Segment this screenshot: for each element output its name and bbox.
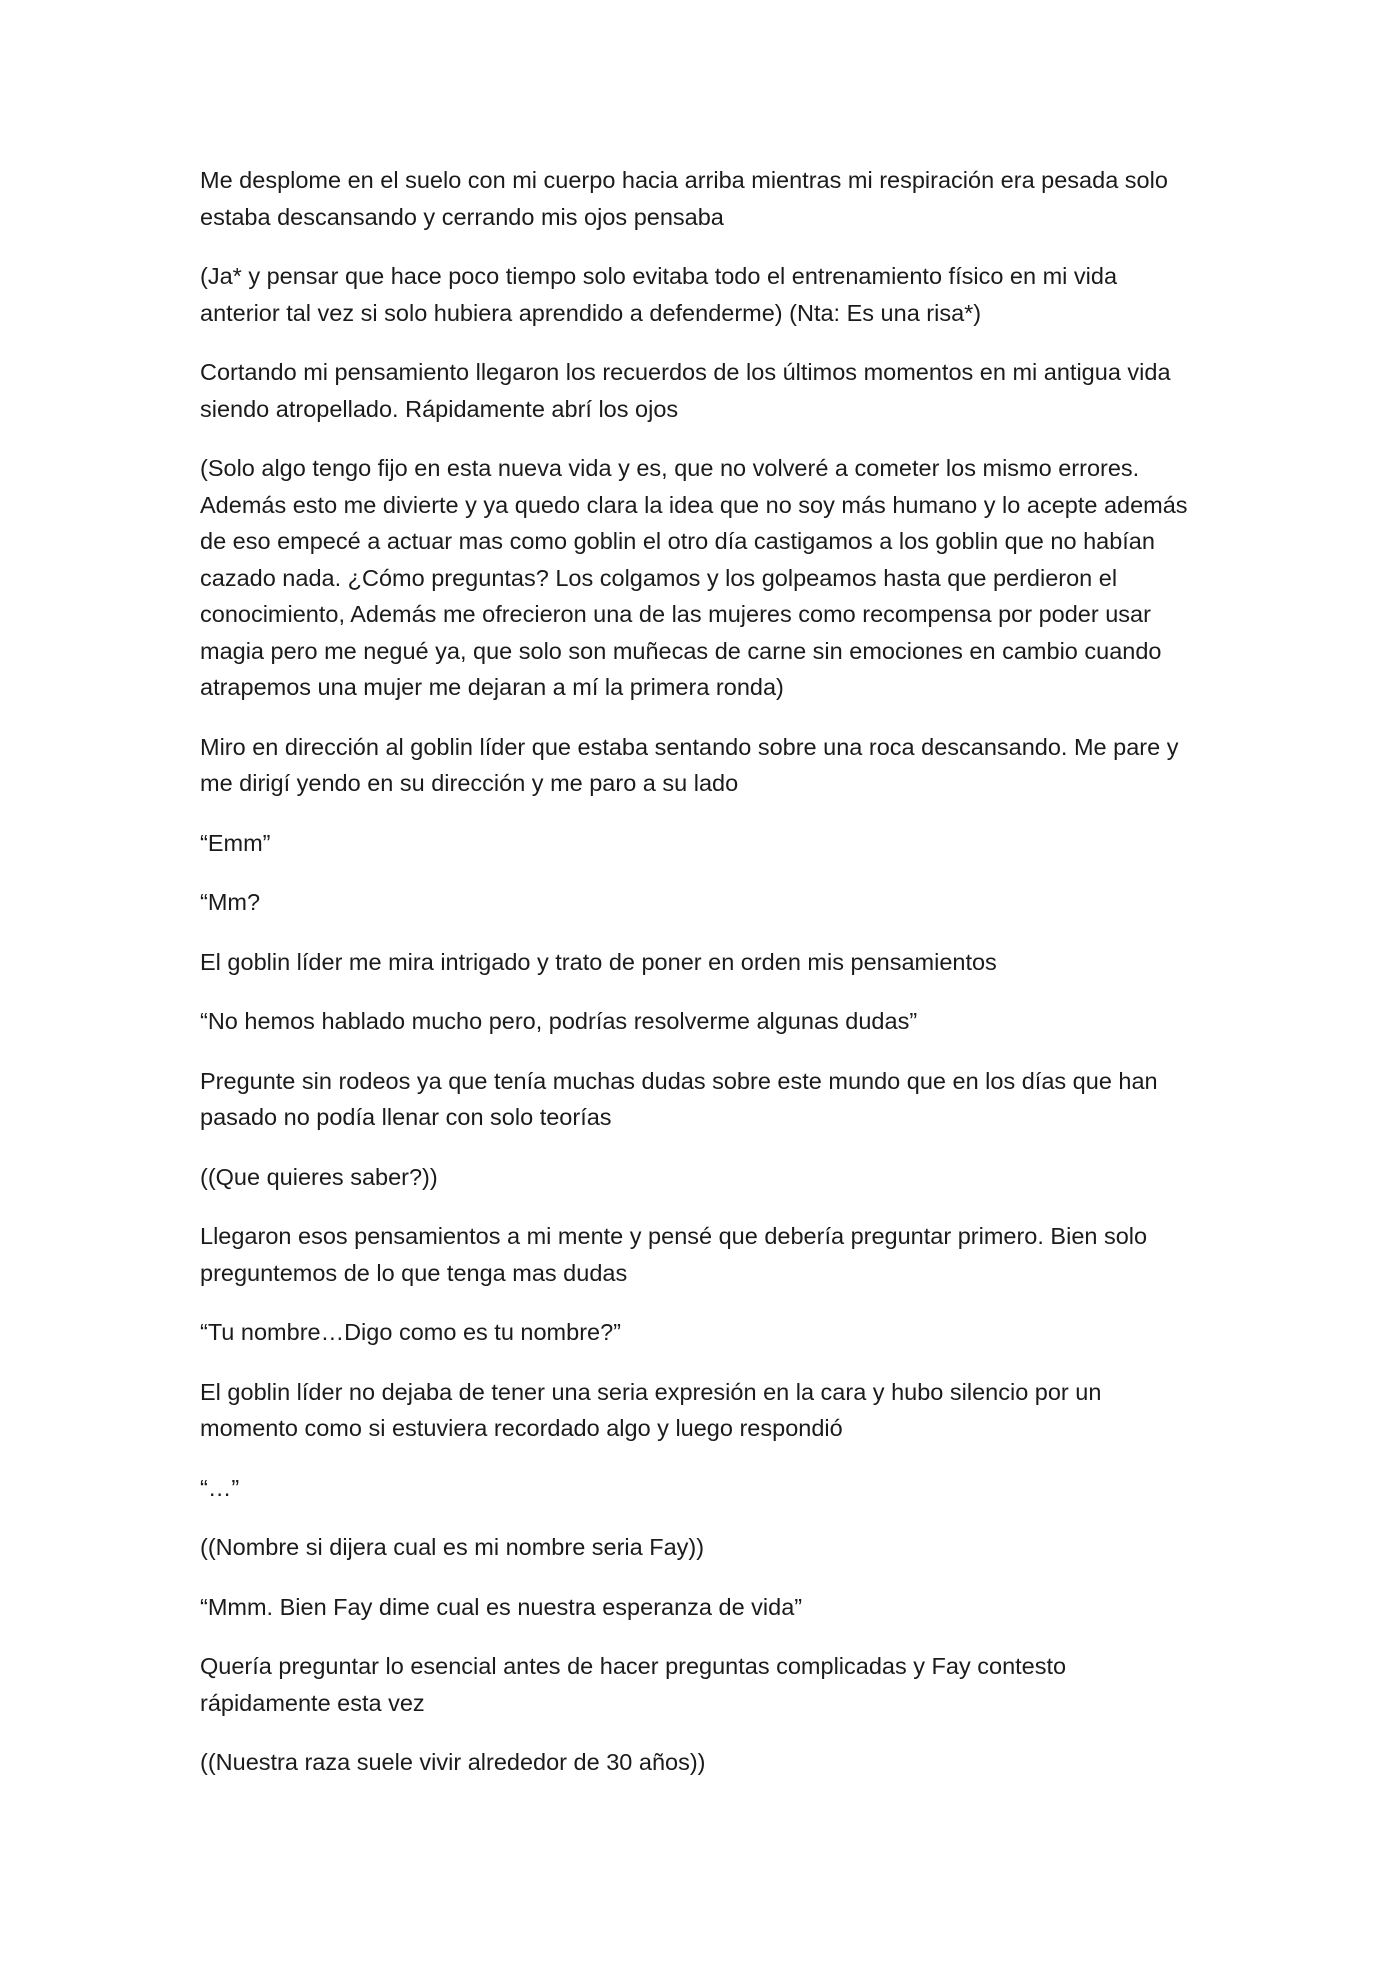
paragraph: (Ja* y pensar que hace poco tiempo solo evitaba todo el entrenamiento físico en mi vida anterior tal vez si solo hubiera aprendido a defenderme) (Nta: Es una risa*) bbox=[200, 263, 1118, 326]
paragraph: Me desplome en el suelo con mi cuerpo hacia arriba mientras mi respiración era pesada solo estaba descansando y cerrando mis ojos pensaba bbox=[200, 167, 1168, 230]
dialogue-line: “Emm” bbox=[200, 829, 271, 856]
paragraph: El goblin líder me mira intrigado y trato de poner en orden mis pensamientos bbox=[200, 948, 997, 975]
paragraph: Cortando mi pensamiento llegaron los recuerdos de los últimos momentos en mi antigua vida siendo atropellado. Rápidamente abrí los ojos bbox=[200, 359, 1171, 422]
dialogue-line: “Tu nombre…Digo como es tu nombre?” bbox=[200, 1319, 621, 1345]
dialogue-line: “…” bbox=[200, 1474, 240, 1501]
paragraph: Pregunte sin rodeos ya que tenía muchas dudas sobre este mundo que en los días que han pasado no podía llenar con solo teorías bbox=[200, 1067, 1158, 1130]
thought-line: ((Nuestra raza suele vivir alrededor de 30 años)) bbox=[200, 1749, 706, 1775]
document-body bbox=[200, 162, 1200, 1804]
paragraph: (Solo algo tengo fijo en esta nueva vida y es, que no volveré a cometer los mismo errores. Además esto me divierte y ya quedo clara la idea que no soy más humano y lo acepte además de eso empecé a actuar mas como goblin el otro día castigamos a los goblin que no habían cazado nada. ¿Cómo preguntas? Los colgamos y los golpeamos hasta que perdieron el conocimiento, Además me ofrecieron una de las mujeres como recompensa por poder usar magia pero me negué ya, que solo son muñecas de carne sin emociones en cambio cuando atrapemos una mujer me dejaran a mí la primera ronda) bbox=[200, 455, 1188, 700]
paragraph: Quería preguntar lo esencial antes de hacer preguntas complicadas y Fay contesto rápidamente esta vez bbox=[200, 1653, 1067, 1716]
thought-line: ((Nombre si dijera cual es mi nombre seria Fay)) bbox=[200, 1534, 705, 1560]
dialogue-line: “Mmm. Bien Fay dime cual es nuestra esperanza de vida” bbox=[200, 1593, 803, 1620]
dialogue-line: “No hemos hablado mucho pero, podrías resolverme algunas dudas” bbox=[200, 1008, 918, 1034]
paragraph: El goblin líder no dejaba de tener una seria expresión en la cara y hubo silencio por un momento como si estuviera recordado algo y luego respondió bbox=[200, 1378, 1102, 1441]
paragraph: Miro en dirección al goblin líder que estaba sentando sobre una roca descansando. Me pare y me dirigí yendo en su dirección y me paro a su lado bbox=[200, 733, 1179, 796]
thought-line: ((Que quieres saber?)) bbox=[200, 1163, 438, 1190]
dialogue-line: “Mm? bbox=[200, 889, 261, 915]
paragraph: Llegaron esos pensamientos a mi mente y pensé que debería preguntar primero. Bien solo preguntemos de lo que tenga mas dudas bbox=[200, 1223, 1148, 1286]
